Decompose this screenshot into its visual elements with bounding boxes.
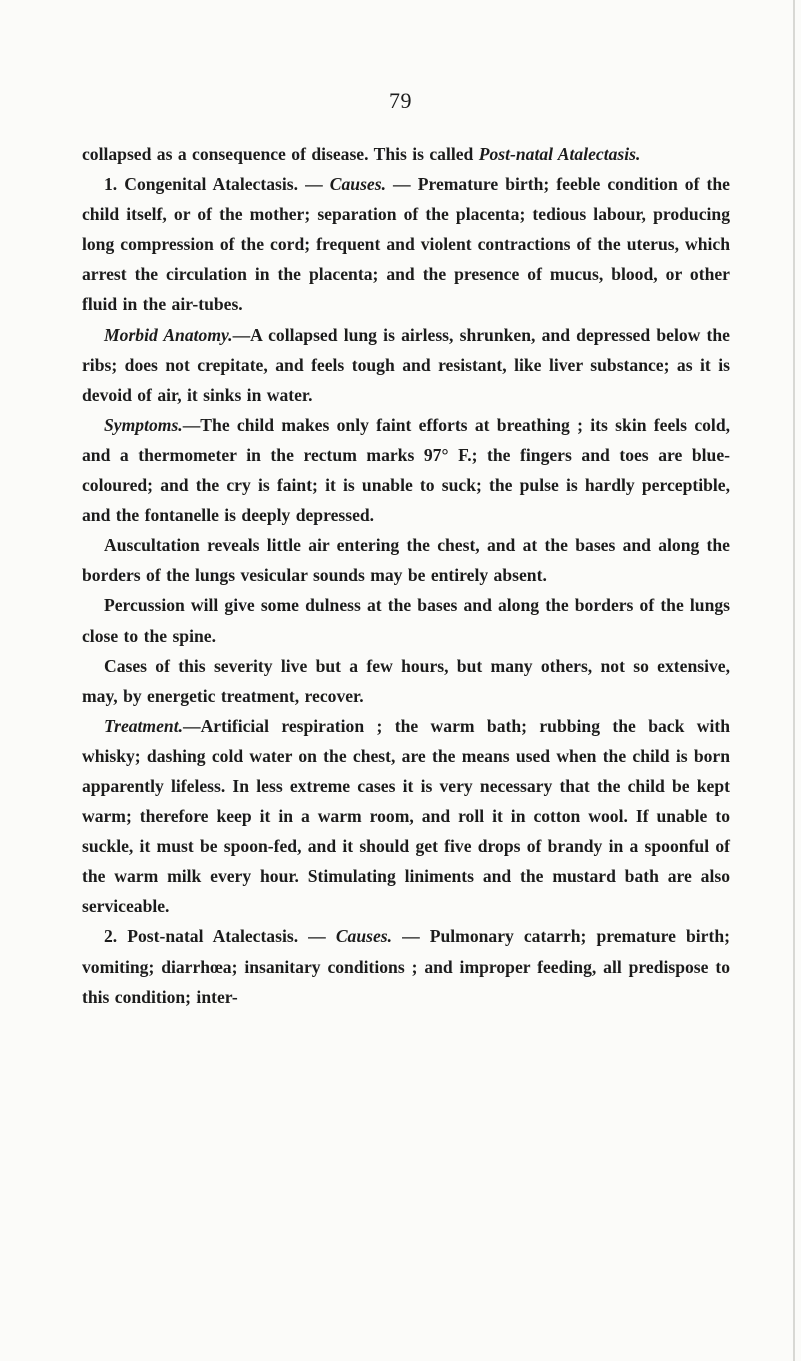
text-run: Percussion will give some dulness at the bases and along the borders of the lungs close to the spine. xyxy=(82,595,730,646)
italic-text: Causes. xyxy=(329,174,386,195)
text-run: 1. Congenital Atalectasis. — xyxy=(104,174,330,195)
text-run: Auscultation reveals little air entering the chest, and at the bases and along the borders of the lungs vesicular sounds may be entirely absent. xyxy=(82,535,730,586)
text-run: — Pulmonary catarrh; premature birth; vomiting; diarrhœa; insanitary conditions ; and improper feeding, all predispose to this condition; inter- xyxy=(82,926,730,1007)
italic-text: Treatment. xyxy=(104,715,183,736)
paragraph xyxy=(82,320,730,410)
text-run: —A collapsed lung is airless, shrunken, and depressed below the ribs; does not crepitate, and feels tough and resistant, like liver substance; as it is devoid of air, it sinks in water. xyxy=(82,324,730,405)
paragraph xyxy=(82,590,730,650)
text-run: —Artificial respiration ; the warm bath; rubbing the back with whisky; dashing cold water on the chest, are the means used when the child is born apparently lifeless. In less extreme cases it is very necessary that the child be kept warm; therefore keep it in a warm room, and roll it in cotton wool. If unable to suckle, it must be spoon-fed, and it should get five drops of brandy in a spoonful of the warm milk every hour. Stimulating liniments and the mustard bath are also serviceable. xyxy=(82,715,730,917)
page-edge-shadow xyxy=(793,0,795,1361)
paragraph xyxy=(82,921,730,1011)
italic-text: Causes. xyxy=(335,926,393,947)
paragraph xyxy=(82,139,730,169)
paragraph xyxy=(82,410,730,530)
text-run: —The child makes only faint efforts at breathing ; its skin feels cold, and a thermometer in the rectum marks 97° F.; the fingers and toes are blue-coloured; and the cry is faint; it is unable to suck; the pulse is hardly perceptible, and the fontanelle is deeply depressed. xyxy=(82,414,730,526)
italic-text: Morbid Anatomy. xyxy=(104,324,233,345)
text-run: — Premature birth; feeble condition of the child itself, or of the mother; separation of the placenta; tedious labour, producing long compression of the cord; frequent and violent contractions of the uterus, which arrest the circulation in the placenta; and the presence of mucus, blood, or other fluid in the air-tubes. xyxy=(82,174,730,315)
page-number: 79 xyxy=(389,88,412,113)
text-run: collapsed as a consequence of disease. This is called xyxy=(82,144,479,164)
text-run: 2. Post-natal Atalectasis. — xyxy=(104,926,336,947)
paragraph xyxy=(82,169,730,319)
italic-text: Symptoms. xyxy=(104,414,183,435)
body-text xyxy=(82,139,730,1012)
text-run: Cases of this severity live but a few hours, but many others, not so extensive, may, by energetic treatment, recover. xyxy=(82,655,730,706)
italic-text: Post-natal Atalectasis. xyxy=(478,144,641,164)
paragraph xyxy=(82,711,730,922)
paragraph xyxy=(82,651,730,711)
paragraph xyxy=(82,530,730,590)
